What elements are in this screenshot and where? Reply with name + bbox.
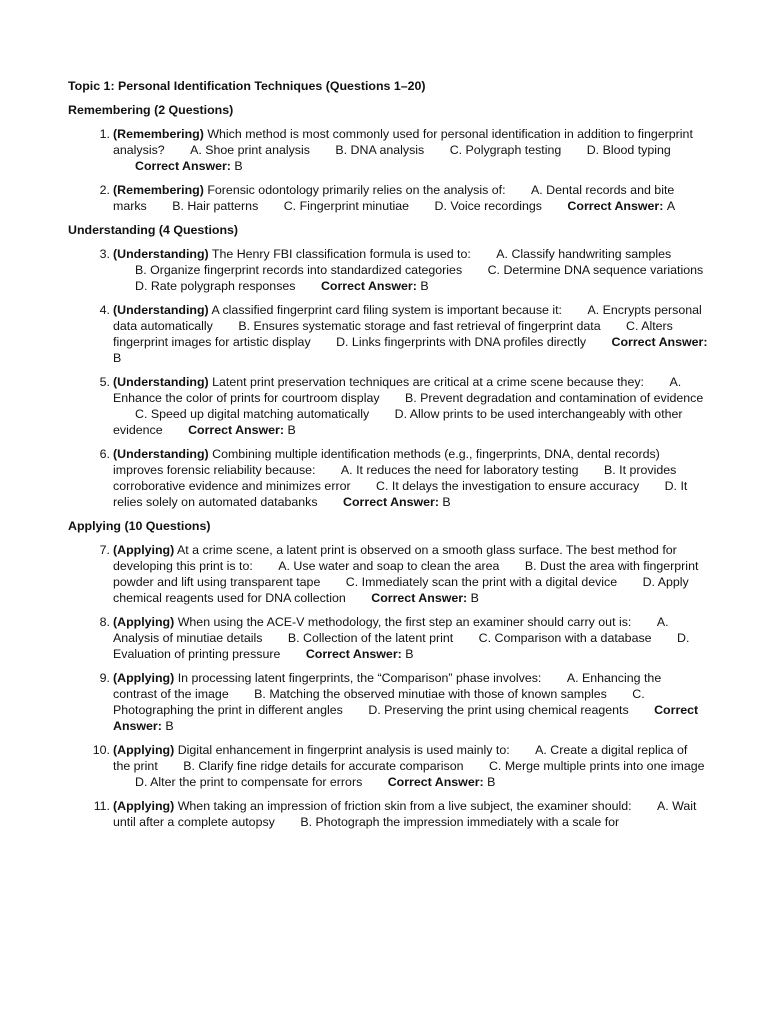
correct-answer-label: Correct Answer: — [113, 703, 699, 733]
section-title: Remembering (2 Questions) — [68, 103, 234, 117]
question-level: (Remembering) — [113, 183, 204, 197]
answer-option: B. Prevent degradation and contamination of evidence — [405, 391, 704, 405]
correct-answer — [306, 647, 414, 661]
question-stem: The Henry FBI classification formula is used to: — [211, 247, 471, 261]
question-stem: Digital enhancement in fingerprint analysis is used mainly to: — [177, 743, 510, 757]
answer-option: C. Polygraph testing — [449, 143, 562, 157]
correct-answer-label: Correct Answer: — [188, 423, 284, 437]
correct-answer-label: Correct Answer: — [305, 647, 402, 661]
question-list — [68, 126, 708, 214]
question-list — [68, 542, 708, 830]
question-item — [68, 302, 708, 366]
correct-answer-label: Correct Answer: — [567, 199, 664, 213]
answer-option: C. Immediately scan the print with a digital device — [345, 575, 618, 589]
section-title: Understanding (4 Questions) — [68, 223, 239, 237]
correct-answer-value: B — [405, 647, 414, 661]
question-number: 10. — [92, 743, 110, 757]
answer-option: B. Ensures systematic storage and fast retrieval of fingerprint data — [238, 319, 601, 333]
correct-answer-value: B — [165, 719, 174, 733]
question-number: 5. — [99, 375, 110, 389]
answer-option: C. Comparison with a database — [478, 631, 652, 645]
question-stem: Forensic odontology primarily relies on the analysis of: — [207, 183, 506, 197]
correct-answer — [321, 279, 429, 293]
answer-option: A. Create a digital replica of the print — [113, 743, 688, 773]
answer-option: B. Organize fingerprint records into standardized categories — [135, 263, 463, 277]
correct-answer-label: Correct Answer: — [320, 279, 417, 293]
answer-option: A. Encrypts personal data automatically — [113, 303, 702, 333]
answer-option: D. Allow prints to be used interchangeably with other evidence — [113, 407, 683, 437]
answer-option: B. Clarify fine ridge details for accurate comparison — [183, 759, 464, 773]
question-level: (Understanding) — [113, 247, 209, 261]
correct-answer — [371, 591, 479, 605]
correct-answer-label: Correct Answer: — [371, 591, 468, 605]
correct-answer-label: Correct Answer: — [611, 335, 708, 349]
answer-option: A. Analysis of minutiae details — [113, 615, 669, 645]
answer-option: B. DNA analysis — [335, 143, 425, 157]
answer-option: D. It relies solely on automated databanks — [113, 479, 688, 509]
correct-answer — [388, 775, 496, 789]
answer-option: D. Apply chemical reagents used for DNA collection — [113, 575, 689, 605]
question-number: 8. — [99, 615, 110, 629]
question-number: 11. — [93, 799, 110, 813]
answer-option: A. Enhance the color of prints for courtroom display — [113, 375, 682, 405]
question-item — [68, 446, 708, 510]
question-item — [68, 126, 708, 174]
answer-option: D. Blood typing — [586, 143, 671, 157]
answer-option: C. Fingerprint minutiae — [283, 199, 410, 213]
correct-answer-value: B — [442, 495, 451, 509]
answer-option: D. Links fingerprints with DNA profiles directly — [336, 335, 587, 349]
answer-option: A. Shoe print analysis — [190, 143, 310, 157]
answer-option: C. Alters fingerprint images for artistic display — [113, 319, 673, 349]
answer-option: B. Hair patterns — [172, 199, 259, 213]
correct-answer-value: B — [234, 159, 243, 173]
sections-container — [68, 102, 708, 830]
answer-option: C. Speed up digital matching automatically — [135, 407, 370, 421]
question-item — [68, 182, 708, 214]
correct-answer-value: B — [113, 351, 122, 365]
question-level: (Understanding) — [113, 375, 209, 389]
question-number: 7. — [99, 543, 110, 557]
answer-option: D. Rate polygraph responses — [135, 279, 296, 293]
answer-option: C. Photographing the print in different angles — [113, 687, 645, 717]
question-stem: Which method is most commonly used for personal identification in addition to fingerprint analysis? — [113, 127, 693, 157]
question-level: (Applying) — [113, 615, 175, 629]
answer-option: A. Wait until after a complete autopsy — [113, 799, 697, 829]
correct-answer-label: Correct Answer: — [343, 495, 439, 509]
question-number: 2. — [99, 183, 110, 197]
answer-option: D. Evaluation of printing pressure — [113, 631, 690, 661]
question-level: (Remembering) — [113, 127, 204, 141]
answer-option: A. Dental records and bite marks — [113, 183, 675, 213]
question-number: 9. — [99, 671, 110, 685]
answer-option: C. It delays the investigation to ensure accuracy — [376, 479, 640, 493]
question-number: 1. — [99, 127, 110, 141]
correct-answer-label: Correct Answer: — [387, 775, 484, 789]
correct-answer — [343, 495, 451, 509]
answer-option: A. Classify handwriting samples — [496, 247, 672, 261]
question-item — [68, 742, 708, 790]
question-item — [68, 798, 708, 830]
correct-answer-value: B — [470, 591, 479, 605]
correct-answer-value: B — [420, 279, 429, 293]
question-number: 4. — [99, 303, 110, 317]
question-level: (Applying) — [113, 743, 175, 757]
question-list — [68, 246, 708, 510]
question-stem: Combining multiple identification methods (e.g., fingerprints, DNA, dental records) improves forensic reliability because: — [113, 447, 660, 477]
correct-answer — [567, 199, 675, 213]
answer-option: B. Photograph the impression immediately with a scale for — [300, 815, 620, 829]
question-stem: Latent print preservation techniques are critical at a crime scene because they: — [212, 375, 644, 389]
answer-option: D. Voice recordings — [434, 199, 542, 213]
answer-option: A. It reduces the need for laboratory testing — [340, 463, 579, 477]
answer-option: A. Use water and soap to clean the area — [278, 559, 500, 573]
question-stem: When taking an impression of friction skin from a live subject, the examiner should: — [177, 799, 632, 813]
answer-option: B. Dust the area with fingerprint powder and lift using transparent tape — [113, 559, 699, 589]
answer-option: B. It provides corroborative evidence and minimizes error — [113, 463, 677, 493]
question-level: (Applying) — [113, 671, 175, 685]
topic-title: Topic 1: Personal Identification Techniques (Questions 1–20) — [68, 79, 426, 93]
question-level: (Understanding) — [113, 303, 209, 317]
correct-answer-label: Correct Answer: — [135, 159, 231, 173]
question-item — [68, 670, 708, 734]
question-stem: A classified fingerprint card filing system is important because it: — [211, 303, 562, 317]
correct-answer-value: A — [666, 199, 676, 213]
question-level: (Applying) — [113, 543, 175, 557]
answer-option: D. Alter the print to compensate for errors — [135, 775, 363, 789]
question-stem: At a crime scene, a latent print is observed on a smooth glass surface. The best method for developing this print is to: — [113, 543, 677, 573]
correct-answer — [135, 159, 243, 173]
answer-option: C. Determine DNA sequence variations — [487, 263, 704, 277]
question-item — [68, 542, 708, 606]
correct-answer-value: B — [287, 423, 296, 437]
answer-option: C. Merge multiple prints into one image — [488, 759, 705, 773]
correct-answer — [188, 423, 296, 437]
answer-option: D. Preserving the print using chemical reagents — [368, 703, 629, 717]
question-item — [68, 614, 708, 662]
question-item — [68, 246, 708, 294]
question-level: (Understanding) — [113, 447, 209, 461]
section-title: Applying (10 Questions) — [68, 519, 211, 533]
question-number: 6. — [99, 447, 110, 461]
question-stem: In processing latent fingerprints, the “Comparison” phase involves: — [177, 671, 542, 685]
question-item — [68, 374, 708, 438]
answer-option: A. Enhancing the contrast of the image — [113, 671, 662, 701]
question-level: (Applying) — [113, 799, 175, 813]
answer-option: B. Collection of the latent print — [287, 631, 454, 645]
question-stem: When using the ACE-V methodology, the first step an examiner should carry out is: — [177, 615, 632, 629]
answer-option: B. Matching the observed minutiae with those of known samples — [254, 687, 607, 701]
correct-answer-value: B — [487, 775, 496, 789]
question-number: 3. — [99, 247, 110, 261]
